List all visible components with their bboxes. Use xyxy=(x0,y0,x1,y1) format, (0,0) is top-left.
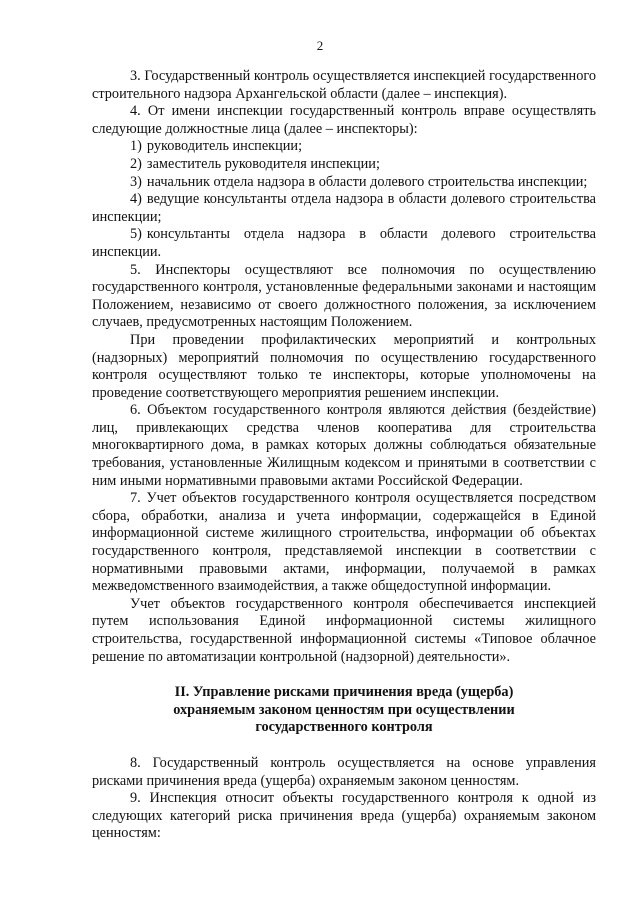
section-heading-line: государственного контроля xyxy=(255,719,433,736)
list-item xyxy=(92,174,596,192)
list-item xyxy=(92,138,596,156)
list-item-number: 4) xyxy=(130,191,142,208)
list-item xyxy=(92,191,596,226)
paragraph-7: 7. Учет объектов государственного контроля осуществляется посредством сбора, обработки, анализа и учета информации, содержащейся в Единой информационной системе жилищного строительства, информации об объектах государственного контроля, представляемой инспекции в соответствии с нормативными правовыми актами, информации, получаемой в рамках межведомственного взаимодействия, а также общедоступной информации. xyxy=(92,490,596,595)
paragraph-4: 4. От имени инспекции государственный контроль вправе осуществлять следующие должностные лица (далее – инспекторы): xyxy=(92,103,596,137)
list-item-text: руководитель инспекции; xyxy=(146,138,303,155)
page-number: 2 xyxy=(316,38,324,53)
paragraph-5: 5. Инспекторы осуществляют все полномочия по осуществлению государственного контроля, установленные федеральными законами и настоящим Положением, независимо от своего должностного положения, за исключением случаев, предусмотренных настоящим Положением. xyxy=(92,261,596,331)
paragraph-9: 9. Инспекция относит объекты государственного контроля к одной из следующих категорий риска причинения вреда (ущерба) охраняемым законом ценностям: xyxy=(92,790,596,842)
list-item-text: начальник отдела надзора в области долевого строительства инспекции; xyxy=(146,173,588,190)
paragraph-5-continued: При проведении профилактических мероприятий и контрольных (надзорных) мероприятий полномочия по осуществлению государственного контроля осуществляют только те инспекторы, которые уполномочены на проведение соответствующего мероприятия решением инспекции. xyxy=(92,331,596,401)
list-item xyxy=(92,156,596,174)
list-item-number: 2) xyxy=(130,155,142,172)
document-body xyxy=(92,68,596,843)
section-heading-line: II. Управление рисками причинения вреда (ущерба) xyxy=(174,684,514,701)
paragraph-3: 3. Государственный контроль осуществляется инспекцией государственного строительного надзора Архангельской области (далее – инспекция). xyxy=(92,68,596,102)
paragraph-6: 6. Объектом государственного контроля являются действия (бездействие) лиц, привлекающих средства членов кооператива для строительства многоквартирного дома, в рамках которых должны соблюдаться обязательные требования, установленные Жилищным кодексом и принятыми в соответствии с ним иными нормативными правовыми актами Российской Федерации. xyxy=(92,402,596,489)
list-item-text: ведущие консультанты отдела надзора в области долевого строительства инспекции; xyxy=(92,191,596,225)
paragraph-7-continued: Учет объектов государственного контроля обеспечивается инспекцией путем использования Единой информационной системы жилищного строительства, государственной информационной системы «Типовое облачное решение по автоматизации контрольной (надзорной) деятельности». xyxy=(92,595,596,665)
paragraph-8: 8. Государственный контроль осуществляется на основе управления рисками причинения вреда (ущерба) охраняемым законом ценностям. xyxy=(92,754,596,789)
list-item-number: 5) xyxy=(130,226,142,243)
section-heading-line: охраняемым законом ценностям при осуществлении xyxy=(173,701,515,718)
list-item-text: консультанты отдела надзора в области долевого строительства инспекции. xyxy=(92,226,596,260)
section-heading xyxy=(92,684,596,737)
list-item-number: 3) xyxy=(130,173,142,190)
list-item xyxy=(92,226,596,261)
list-item-text: заместитель руководителя инспекции; xyxy=(146,155,380,172)
list-item-number: 1) xyxy=(130,138,142,155)
